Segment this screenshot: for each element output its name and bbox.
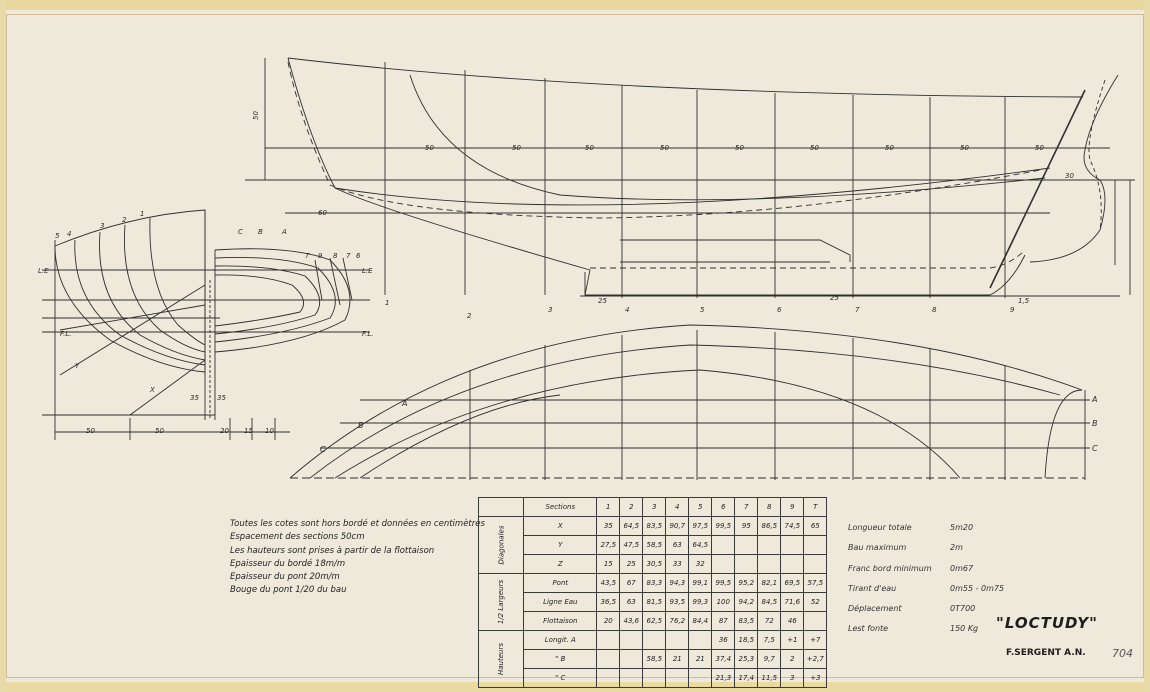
- table-row: [479, 650, 827, 669]
- table-row-label: Longit. A: [524, 631, 597, 650]
- table-cell: 63: [620, 593, 643, 612]
- svg-text:25: 25: [598, 297, 607, 305]
- table-cell: 20: [597, 612, 620, 631]
- table-cell: 100: [712, 593, 735, 612]
- table-cell: 71,6: [781, 593, 804, 612]
- table-cell: [758, 536, 781, 555]
- table-row: [479, 612, 827, 631]
- spec-label: Déplacement: [848, 604, 902, 614]
- table-cell: [735, 536, 758, 555]
- table-cell: 99,3: [689, 593, 712, 612]
- table-cell: [620, 631, 643, 650]
- table-cell: 2: [781, 650, 804, 669]
- table-cell: 86,5: [758, 517, 781, 536]
- table-cell: 83,5: [643, 517, 666, 536]
- table-cell: 11,5: [758, 669, 781, 688]
- note-line: Bouge du pont 1/20 du bau: [230, 585, 347, 596]
- svg-text:15: 15: [244, 427, 253, 435]
- table-column-header: 3: [643, 498, 666, 517]
- table-cell: [666, 631, 689, 650]
- table-cell: [758, 555, 781, 574]
- table-row-label: " C: [524, 669, 597, 688]
- table-column-header: 8: [758, 498, 781, 517]
- table-cell: [804, 555, 827, 574]
- svg-text:35: 35: [217, 394, 226, 402]
- table-group-label: [479, 574, 524, 631]
- table-cell: 84,5: [758, 593, 781, 612]
- table-cell: 99,1: [689, 574, 712, 593]
- boat-title: "LOCTUDY": [996, 614, 1098, 632]
- table-cell: 93,5: [666, 593, 689, 612]
- body-plan-view: [42, 210, 370, 440]
- table-cell: 25: [620, 555, 643, 574]
- table-cell: 64,5: [689, 536, 712, 555]
- svg-text:7: 7: [855, 306, 860, 314]
- table-row-label: " B: [524, 650, 597, 669]
- table-column-header: 7: [735, 498, 758, 517]
- svg-text:50: 50: [512, 144, 521, 152]
- svg-text:L.E: L.E: [38, 267, 49, 275]
- svg-text:B: B: [358, 421, 364, 430]
- table-cell: 65: [804, 517, 827, 536]
- table-cell: 99,5: [712, 517, 735, 536]
- table-cell: 95: [735, 517, 758, 536]
- table-cell: 69,5: [781, 574, 804, 593]
- svg-text:T: T: [305, 252, 310, 260]
- table-cell: 9,7: [758, 650, 781, 669]
- table-cell: [597, 650, 620, 669]
- table-corner-cell: [479, 498, 524, 517]
- table-group-label: [479, 517, 524, 574]
- svg-text:A: A: [402, 399, 408, 408]
- svg-text:Y: Y: [75, 362, 80, 370]
- table-cell: [597, 669, 620, 688]
- svg-text:50: 50: [585, 144, 594, 152]
- table-cell: [781, 536, 804, 555]
- spec-label: Tirant d'eau: [848, 583, 897, 593]
- table-cell: +1: [781, 631, 804, 650]
- note-line: Les hauteurs sont prises à partir de la flottaison: [230, 545, 435, 556]
- table-cell: 82,1: [758, 574, 781, 593]
- table-cell: 63: [666, 536, 689, 555]
- table-cell: [643, 631, 666, 650]
- table-cell: [689, 669, 712, 688]
- table-cell: 83,5: [735, 612, 758, 631]
- spacing-label: 50: [425, 144, 434, 152]
- svg-text:3: 3: [100, 222, 105, 230]
- svg-text:A: A: [282, 228, 287, 236]
- svg-text:3: 3: [548, 306, 553, 314]
- table-group-text: 1/2 Largeurs: [497, 579, 506, 625]
- table-cell: 58,5: [643, 536, 666, 555]
- svg-text:1: 1: [385, 299, 390, 307]
- table-column-header: 2: [620, 498, 643, 517]
- svg-text:50: 50: [735, 144, 744, 152]
- table-cell: 21: [689, 650, 712, 669]
- svg-text:5: 5: [55, 232, 60, 240]
- note-line: Epaisseur du bordé 18m/m: [230, 558, 346, 569]
- table-cell: [666, 669, 689, 688]
- svg-text:4: 4: [625, 306, 630, 314]
- svg-text:50: 50: [810, 144, 819, 152]
- spec-value: 5m20: [950, 523, 974, 532]
- table-cell: 99,5: [712, 574, 735, 593]
- table-cell: 43,6: [620, 612, 643, 631]
- spec-row: [848, 538, 1048, 558]
- table-row: [479, 574, 827, 593]
- svg-text:6: 6: [356, 252, 361, 260]
- svg-text:50: 50: [252, 111, 260, 120]
- table-column-header: 4: [666, 498, 689, 517]
- table-row: [479, 669, 827, 688]
- svg-text:50: 50: [660, 144, 669, 152]
- table-cell: [781, 555, 804, 574]
- table-cell: [620, 650, 643, 669]
- table-group-label: [479, 631, 524, 688]
- table-cell: 90,7: [666, 517, 689, 536]
- table-cell: 17,4: [735, 669, 758, 688]
- table-cell: 97,5: [689, 517, 712, 536]
- table-group-text: Diagonales: [497, 525, 506, 565]
- spec-value: 0m55 - 0m75: [950, 583, 1005, 593]
- spec-value: 0T700: [950, 604, 976, 614]
- table-cell: 94,2: [735, 593, 758, 612]
- table-cell: 18,5: [735, 631, 758, 650]
- svg-text:50: 50: [86, 427, 95, 435]
- table-cell: 25,3: [735, 650, 758, 669]
- svg-text:B: B: [1092, 419, 1098, 428]
- table-row: [479, 631, 827, 650]
- svg-text:1: 1: [140, 210, 145, 218]
- table-cell: 62,5: [643, 612, 666, 631]
- spec-row: [848, 559, 1048, 579]
- table-cell: 46: [781, 612, 804, 631]
- svg-text:9: 9: [318, 252, 323, 260]
- spec-label: Lest fonte: [848, 624, 889, 634]
- svg-text:50: 50: [1035, 144, 1044, 152]
- table-cell: 3: [781, 669, 804, 688]
- spec-value: 0m67: [950, 563, 974, 573]
- table-header-row: [479, 498, 827, 517]
- table-cell: 30,5: [643, 555, 666, 574]
- table-cell: [712, 536, 735, 555]
- table-cell: 64,5: [620, 517, 643, 536]
- table-cell: 81,5: [643, 593, 666, 612]
- table-column-header: T: [804, 498, 827, 517]
- svg-text:20: 20: [220, 427, 229, 435]
- table-cell: 7,5: [758, 631, 781, 650]
- table-cell: [597, 631, 620, 650]
- svg-text:F.L.: F.L.: [362, 330, 374, 338]
- spec-value: 150 Kg: [950, 624, 979, 634]
- table-cell: +3: [804, 669, 827, 688]
- svg-text:L.E: L.E: [362, 267, 373, 275]
- table-cell: 57,5: [804, 574, 827, 593]
- spec-row: [848, 518, 1048, 538]
- table-row: [479, 555, 827, 574]
- table-cell: +7: [804, 631, 827, 650]
- table-cell: +2,7: [804, 650, 827, 669]
- svg-text:7: 7: [346, 252, 351, 260]
- table-row-label: Flottaison: [524, 612, 597, 631]
- svg-text:A: A: [1092, 395, 1098, 404]
- svg-text:8: 8: [333, 252, 338, 260]
- svg-text:X: X: [150, 386, 155, 394]
- svg-text:35: 35: [190, 394, 199, 402]
- table-cell: 72: [758, 612, 781, 631]
- svg-text:4: 4: [67, 230, 72, 238]
- table-column-header: 1: [597, 498, 620, 517]
- table-row: [479, 517, 827, 536]
- table-cell: [620, 669, 643, 688]
- table-cell: 27,5: [597, 536, 620, 555]
- half-breadth-view: [290, 325, 1090, 480]
- table-cell: 84,4: [689, 612, 712, 631]
- table-row-label: Y: [524, 536, 597, 555]
- svg-text:1,5: 1,5: [1018, 297, 1030, 305]
- table-cell: 36: [712, 631, 735, 650]
- spec-value: 2m: [950, 543, 963, 553]
- table-row-label: Z: [524, 555, 597, 574]
- table-cell: 83,3: [643, 574, 666, 593]
- table-cell: 37,4: [712, 650, 735, 669]
- svg-text:50: 50: [960, 144, 969, 152]
- table-cell: [712, 555, 735, 574]
- table-cell: [735, 555, 758, 574]
- svg-text:6: 6: [777, 306, 782, 314]
- table-cell: [689, 631, 712, 650]
- table-cell: [804, 536, 827, 555]
- svg-text:60: 60: [318, 209, 327, 217]
- table-header-label: Sections: [524, 498, 597, 517]
- note-line: Toutes les cotes sont hors bordé et données en centimètres: [230, 519, 485, 529]
- table-row-label: Pont: [524, 574, 597, 593]
- table-cell: 67: [620, 574, 643, 593]
- table-cell: 95,2: [735, 574, 758, 593]
- table-cell: 21,3: [712, 669, 735, 688]
- table-cell: 47,5: [620, 536, 643, 555]
- offsets-table: [478, 497, 827, 688]
- svg-text:C: C: [238, 228, 243, 236]
- table-cell: 74,5: [781, 517, 804, 536]
- table-row-label: Ligne Eau: [524, 593, 597, 612]
- table-cell: [804, 612, 827, 631]
- table-cell: 15: [597, 555, 620, 574]
- profile-view: [245, 58, 1135, 298]
- table-cell: 32: [689, 555, 712, 574]
- svg-text:10: 10: [265, 427, 274, 435]
- table-row: [479, 593, 827, 612]
- svg-text:2: 2: [467, 312, 472, 320]
- spec-label: Franc bord minimum: [848, 563, 932, 573]
- table-column-header: 6: [712, 498, 735, 517]
- spec-label: Bau maximum: [848, 543, 907, 553]
- designer-name: F.SERGENT A.N.: [1006, 648, 1086, 658]
- note-line: Epaisseur du pont 20m/m: [230, 572, 340, 583]
- note-line: Espacement des sections 50cm: [230, 532, 365, 543]
- table-column-header: 9: [781, 498, 804, 517]
- svg-text:5: 5: [700, 306, 705, 314]
- table-cell: 87: [712, 612, 735, 631]
- table-cell: 76,2: [666, 612, 689, 631]
- svg-text:C: C: [1092, 444, 1098, 453]
- table-row: [479, 536, 827, 555]
- notes-block: [230, 518, 485, 598]
- svg-text:B: B: [258, 228, 263, 236]
- table-cell: 35: [597, 517, 620, 536]
- table-cell: 52: [804, 593, 827, 612]
- table-row-label: X: [524, 517, 597, 536]
- svg-text:50: 50: [885, 144, 894, 152]
- svg-text:25: 25: [830, 294, 839, 302]
- svg-text:8: 8: [932, 306, 937, 314]
- table-column-header: 5: [689, 498, 712, 517]
- svg-text:9: 9: [1010, 306, 1015, 314]
- spec-row: [848, 579, 1048, 599]
- table-group-text: Hauteurs: [497, 642, 506, 676]
- svg-text:F.L.: F.L.: [60, 330, 72, 338]
- table-cell: 21: [666, 650, 689, 669]
- svg-text:30: 30: [1065, 172, 1074, 180]
- table-cell: [643, 669, 666, 688]
- table-cell: 94,3: [666, 574, 689, 593]
- table-cell: 58,5: [643, 650, 666, 669]
- table-cell: 33: [666, 555, 689, 574]
- table-cell: 43,5: [597, 574, 620, 593]
- svg-text:C: C: [320, 445, 326, 454]
- svg-text:2: 2: [122, 216, 127, 224]
- svg-text:50: 50: [155, 427, 164, 435]
- sheet-number: 704: [1112, 647, 1133, 660]
- table-cell: 36,5: [597, 593, 620, 612]
- spec-label: Longueur totale: [848, 523, 912, 532]
